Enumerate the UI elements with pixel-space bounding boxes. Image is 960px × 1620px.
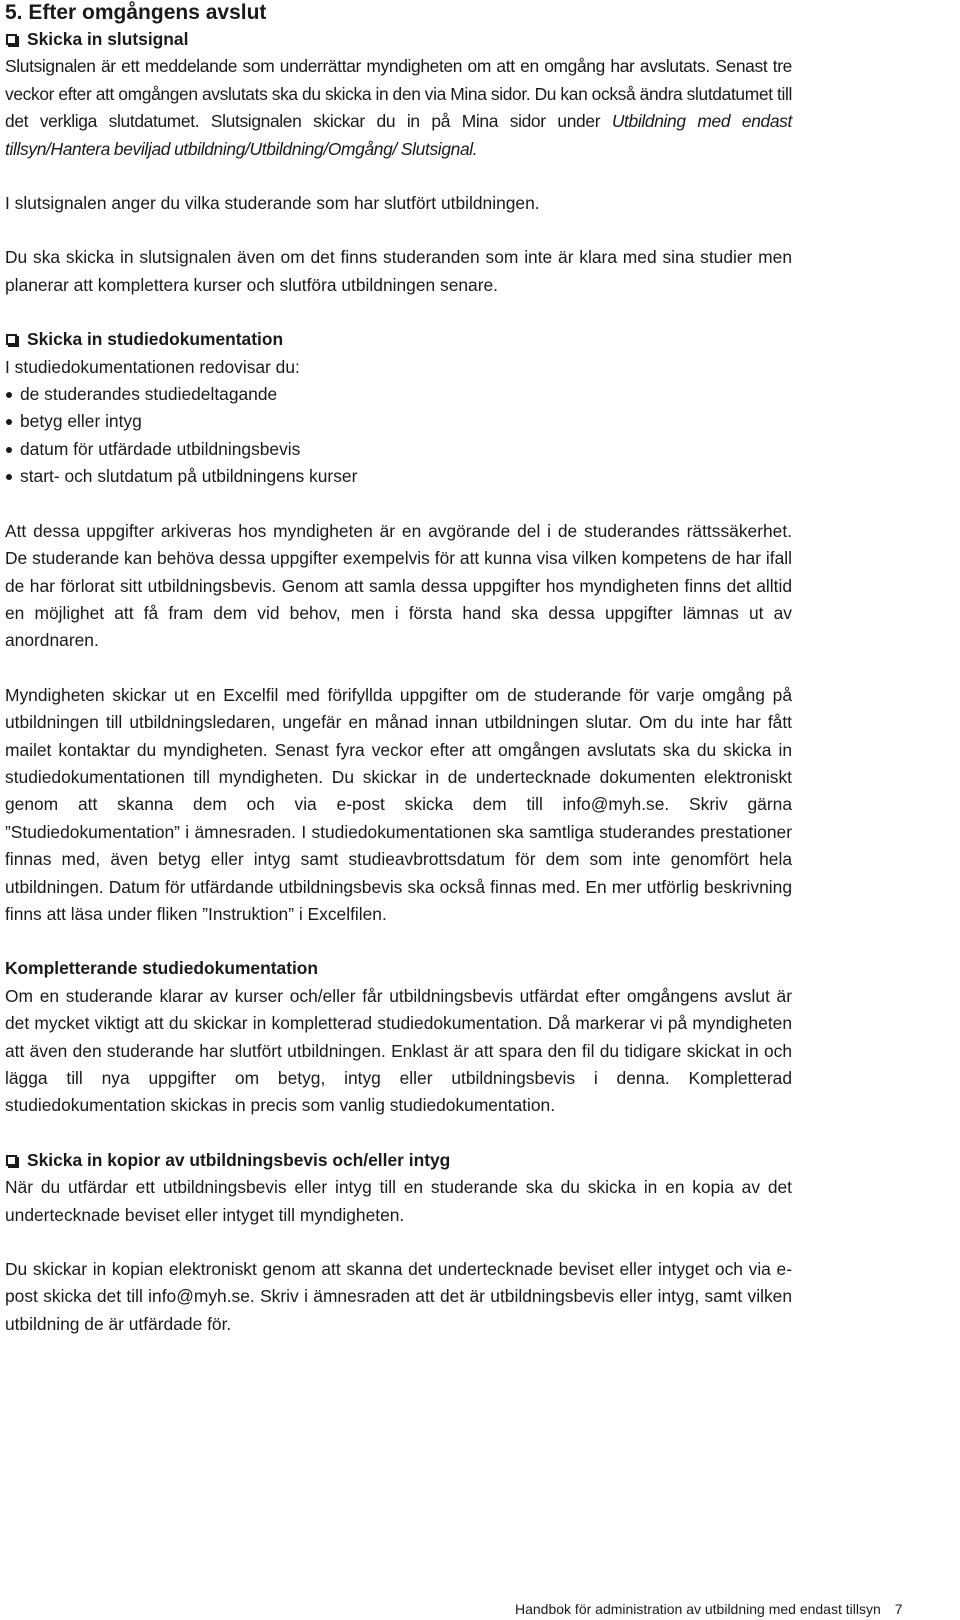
- page-number: 7: [894, 1601, 903, 1617]
- kopior-paragraph-2: Du skickar in kopian elektroniskt genom att skanna det undertecknade beviset eller intyget och via e-post skicka det till info@myh.se. Skriv i ämnesraden att det är utbildningsbevis eller intyg, samt vilken utbildning de är utfärdade för.: [5, 1259, 792, 1334]
- checkbox-icon: [6, 334, 17, 345]
- kompletterande-heading: Kompletterande studiedokumentation: [5, 958, 319, 979]
- list-item: datum för utfärdade utbildningsbevis: [5, 436, 792, 463]
- studiedok-paragraph-2: Myndigheten skickar ut en Excelfil med förifyllda uppgifter om de studerande för varje omgång på utbildningen till utbildningsledaren, ungefär en månad innan utbildningen slutar. Om du inte har fått mailet kontaktar du myndigheten. Senast fyra veckor efter att omgången avslutats ska du skicka in studiedokumentationen till myndigheten. Du skickar in de undertecknade dokumenten elektroniskt genom att skanna dem och via e-post skicka dem till info@myh.se. Skriv gärna ”Studiedokumentation” i ämnesraden. I studiedokumentationen ska samtliga studerandes prestationer finnas med, även betyg eller intyg samt studieavbrottsdatum för dem som inte genomfört hela utbildningen. Datum för utfärdande utbildningsbevis ska också finnas med. En mer utförlig beskrivning finns att läsa under fliken ”Instruktion” i Excelfilen.: [5, 684, 792, 924]
- studiedok-intro: I studiedokumentationen redovisar du:: [5, 356, 300, 377]
- section-title: 5. Efter omgångens avslut: [5, 1, 267, 24]
- slutsignal-menu-path: Utbildning med endast tillsyn/Hantera beviljad utbildning/Utbildning/Omgång/ Slutsignal.: [5, 111, 792, 159]
- list-item: de studerandes studiedeltagande: [5, 381, 792, 408]
- slutsignal-paragraph-1-text: Slutsignalen är ett meddelande som underrättar myndigheten om att en omgång har avslutats. Senast tre veckor efter att omgången avslutats ska du skicka in den via Mina sidor. Du kan också ändra slutdatumet till det verkliga slutdatumet. Slutsignalen skickar du in på Mina sidor under: [5, 56, 792, 132]
- page-footer: [515, 1600, 903, 1618]
- kopior-paragraph-1: När du utfärdar ett utbildningsbevis eller intyg till en studerande ska du skicka in en kopia av det undertecknade beviset eller intyget till myndigheten.: [5, 1177, 792, 1225]
- kompletterande-paragraph: Om en studerande klarar av kurser och/eller får utbildningsbevis utfärdat efter omgångens avslut är det mycket viktigt att du skickar in kompletterad studiedokumentation. Då markerar vi på myndigheten att även den studerande har slutfört utbildningen. Enklast är att spara den fil du tidigare skickat in och lägga till nya uppgifter om betyg, intyg eller utbildningsbevis i denna. Kompletterad studiedokumentation skickas in precis som vanlig studiedokumentation.: [5, 985, 792, 1116]
- footer-title: Handbok för administration av utbildning med endast tillsyn: [515, 1601, 881, 1617]
- kopior-heading: [5, 1147, 792, 1174]
- document-page: [5, 0, 792, 1338]
- slutsignal-heading-text: Skicka in slutsignal: [27, 29, 189, 49]
- kopior-heading-text: Skicka in kopior av utbildningsbevis och/eller intyg: [27, 1149, 451, 1170]
- studiedok-bullet-list: [5, 381, 792, 491]
- checkbox-icon: [6, 1155, 17, 1166]
- studiedok-heading: [5, 326, 792, 353]
- list-item: betyg eller intyg: [5, 408, 792, 435]
- slutsignal-paragraph-1: [5, 53, 792, 163]
- slutsignal-paragraph-2: I slutsignalen anger du vilka studerande som har slutfört utbildningen.: [5, 193, 540, 214]
- list-item: start- och slutdatum på utbildningens kurser: [5, 463, 792, 490]
- studiedok-paragraph-1: Att dessa uppgifter arkiveras hos myndigheten är en avgörande del i de studerandes rättssäkerhet. De studerande kan behöva dessa uppgifter exempelvis för att kunna visa vilken kompetens de har ifall de har förlorat sitt utbildningsbevis. Genom att samla dessa uppgifter hos myndigheten finns det alltid en möjlighet att få fram dem vid behov, men i första hand ska dessa uppgifter lämnas ut av anordnaren.: [5, 520, 792, 651]
- checkbox-icon: [6, 34, 17, 45]
- slutsignal-heading: [5, 26, 792, 53]
- slutsignal-paragraph-3: Du ska skicka in slutsignalen även om det finns studeranden som inte är klara med sina studier men planerar att komplettera kurser och slutföra utbildningen senare.: [5, 247, 792, 295]
- studiedok-heading-text: Skicka in studiedokumentation: [27, 329, 284, 350]
